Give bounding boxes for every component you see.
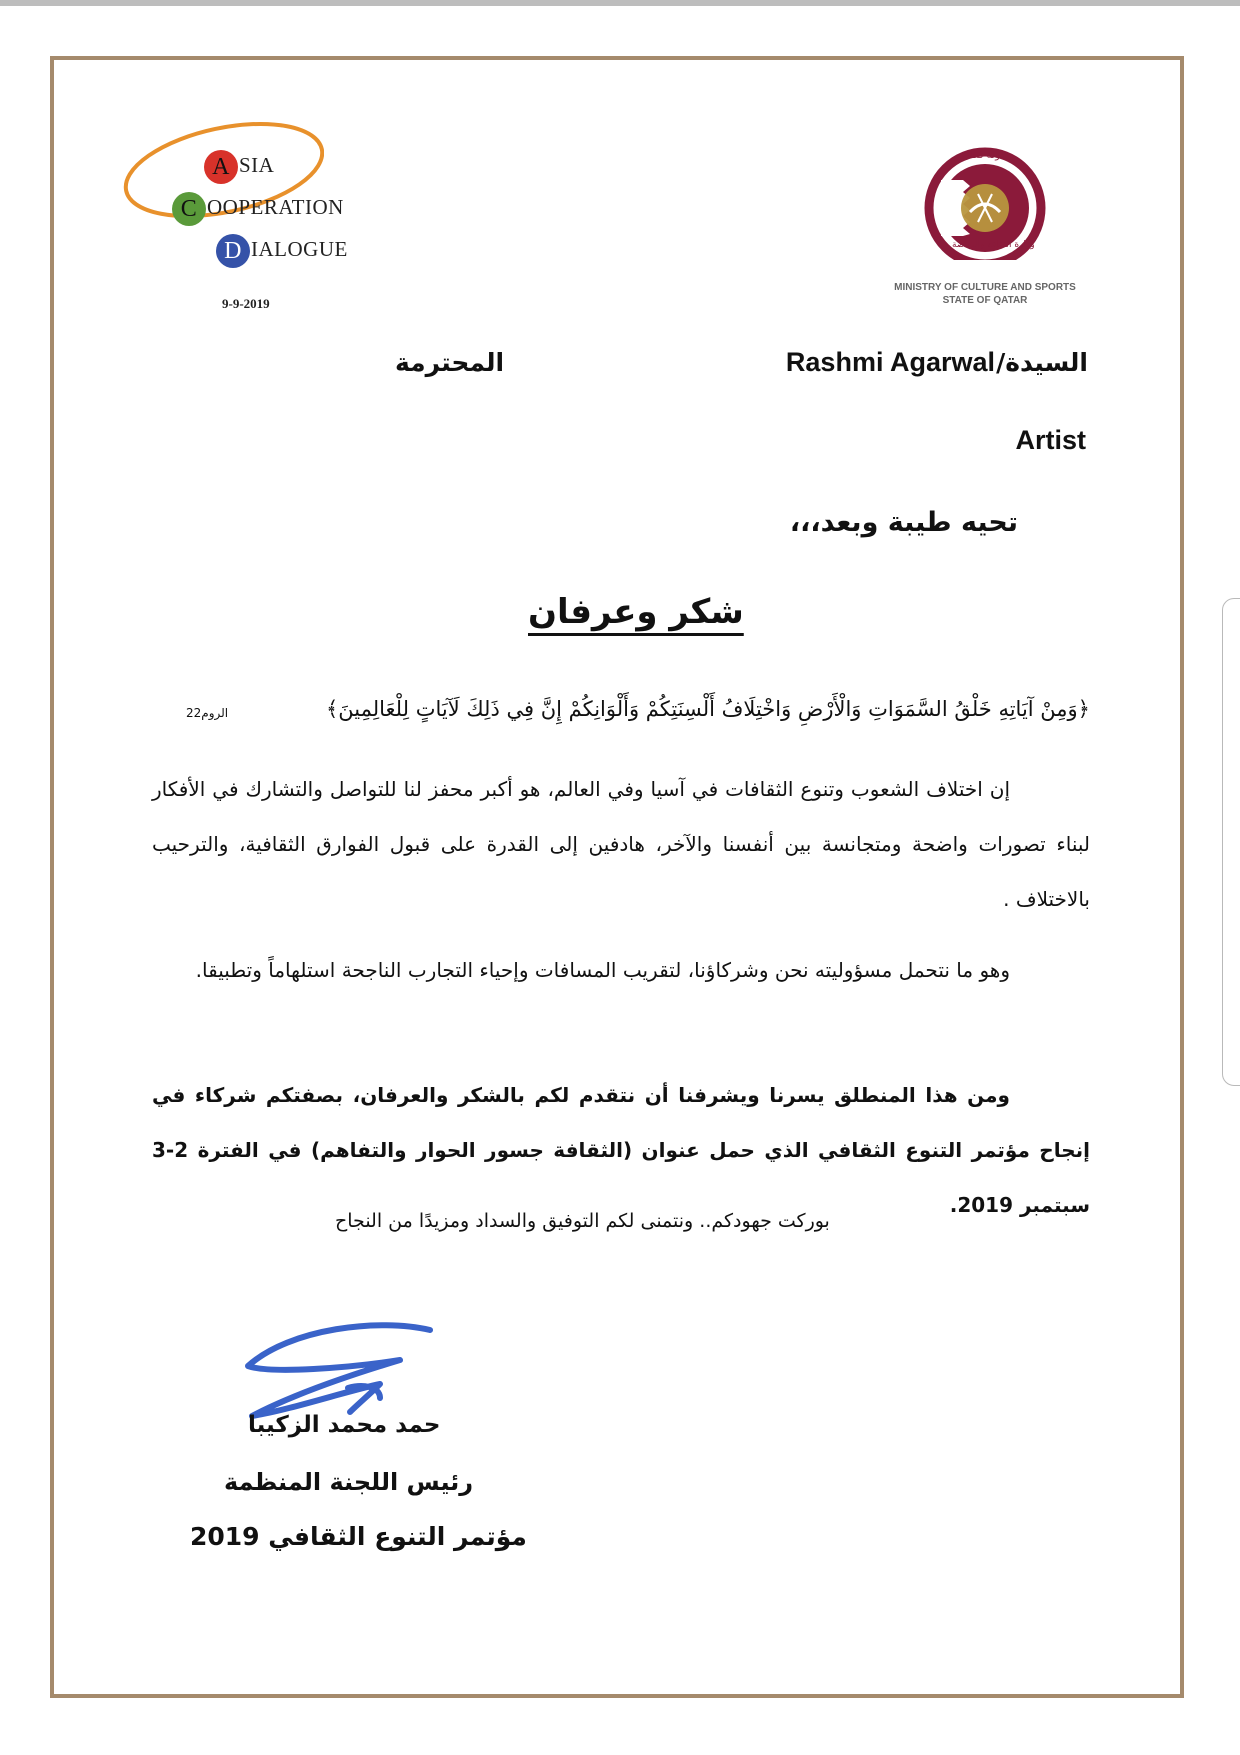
quran-verse: ﴿وَمِنْ آيَاتِهِ خَلْقُ السَّمَوَاتِ وَالْأَرْضِ وَاخْتِلَافُ أَلْسِنَتِكُمْ وَأَلْوَانِكُمْ إِنَّ فِي ذَلِكَ لَآيَاتٍ لِلْعَالِمِينَ﴾ <box>325 697 1090 721</box>
signatory-position: رئيس اللجنة المنظمة <box>224 1468 474 1496</box>
acd-line-cooperation: C OOPERATION <box>172 192 344 226</box>
recipient-honorific: المحترمة <box>395 348 505 377</box>
paragraph-3: ومن هذا المنطلق يسرنا ويشرفنا أن نتقدم لكم بالشكر والعرفان، بصفتكم شركاء في إنجاح مؤتمر التنوع الثقافي الذي حمل عنوان (الثقافة جسور الحوار والتفاهم) في الفترة 2-3 سبتمبر 2019. <box>152 1083 1090 1217</box>
acd-d-circle: D <box>216 234 250 268</box>
emblem-text-top: دولة قطر <box>965 150 1005 161</box>
greeting: تحيه طيبة وبعد،،، <box>789 507 1018 538</box>
recipient-title: السيدة/ <box>996 348 1088 377</box>
ministry-name-line2: STATE OF QATAR <box>942 295 1028 306</box>
acd-line-asia: A SIA <box>204 150 274 184</box>
acd-logo-date: 9-9-2019 <box>222 296 270 311</box>
acd-line-dialogue: D IALOGUE <box>216 234 348 268</box>
event-name: مؤتمر التنوع الثقافي 2019 <box>190 1522 527 1551</box>
acd-c-circle: C <box>172 192 206 226</box>
heading: شكر وعرفان <box>528 592 744 632</box>
recipient-name: Rashmi Agarwal <box>785 347 995 377</box>
verse-reference: الروم22 <box>186 706 229 720</box>
acd-logo <box>104 95 348 264</box>
ministry-name-line1: MINISTRY OF CULTURE AND SPORTS <box>894 282 1076 293</box>
emblem-text-bottom: وزارة الثقافة والرياضة <box>952 240 1035 250</box>
acd-a-circle: A <box>204 150 238 184</box>
closing-line: بوركت جهودكم.. ونتمنى لكم التوفيق والسداد ومزيدًا من النجاح <box>335 1210 830 1232</box>
recipient-role: Artist <box>1015 425 1086 455</box>
side-scroll-tab[interactable] <box>1222 598 1240 1086</box>
ministry-logo <box>870 140 1100 305</box>
paragraph-2: وهو ما نتحمل مسؤوليته نحن وشركاؤنا، لتقريب المسافات وإحياء التجارب الناجحة استلهاماً وتطبيقا. <box>195 958 1010 982</box>
top-bar <box>0 0 1240 6</box>
signatory-name: حمد محمد الزكيبا <box>248 1412 441 1438</box>
paragraph-1: إن اختلاف الشعوب وتنوع الثقافات في آسيا وفي العالم، هو أكبر محفز لنا للتواصل والتشارك في الأفكار لبناء تصورات واضحة ومتجانسة بين أنفسنا والآخر، هادفين إلى القدرة على قبول الفوارق الثقافية، والترحيب بالاختلاف . <box>152 777 1090 911</box>
